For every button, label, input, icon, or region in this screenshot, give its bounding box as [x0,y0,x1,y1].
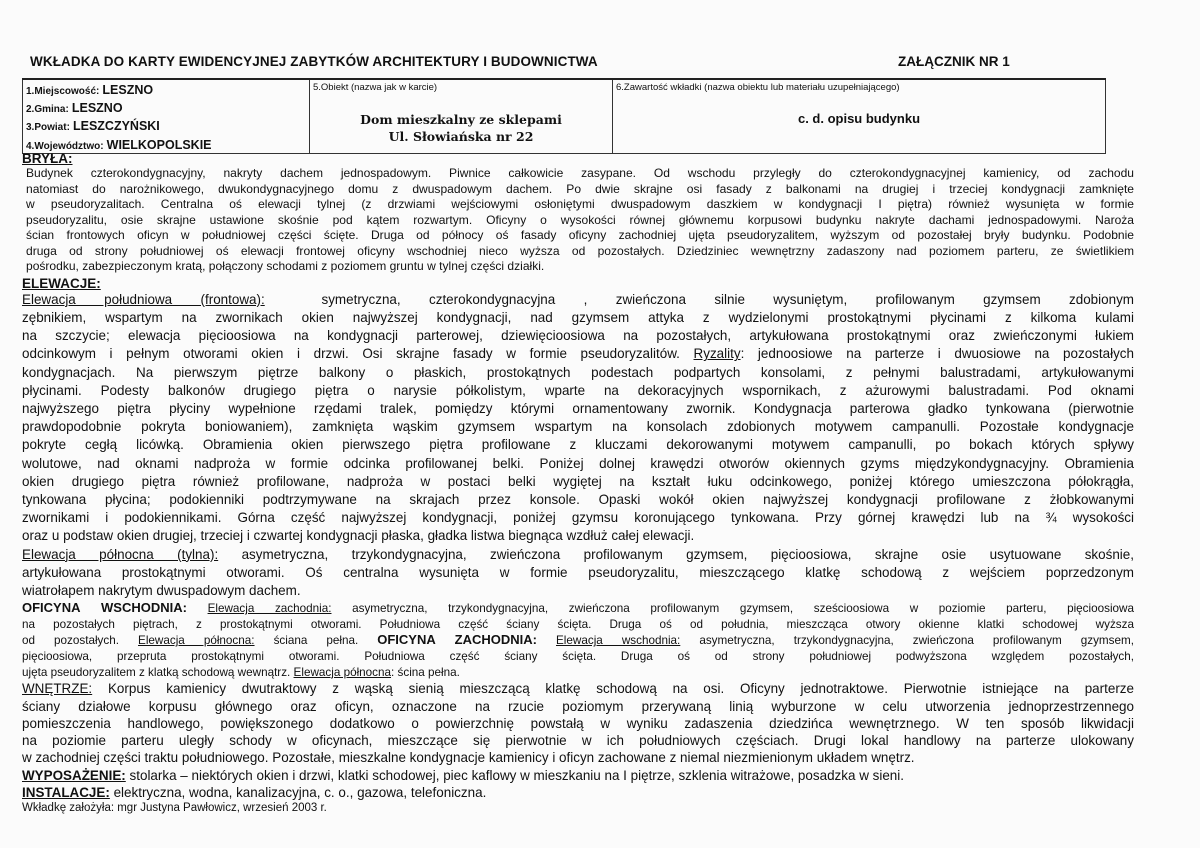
north-elevation-label: Elewacja północna (tylna): [22,546,219,562]
instalacje-heading: INSTALACJE: [22,785,110,801]
oficyna-west-north-text: : ścina pełna. [391,665,460,679]
powiat-value: LESZCZYŃSKI [72,119,160,134]
instalacje-line [22,784,1134,801]
elewacje-line: płycinami. Podesty balkonów drugiego piętra o narysie półkolistym, wparte na dekoracyjnych wspornikach, z ażurowymi balustradami. Pod oknami [22,382,1134,398]
elewacje-line: pokryte cegłą licówką. Obramienia okien pierwszego piętra profilowane z kluczami dekorowanymi motywem campanulli, po bokach których spływy [22,437,1134,453]
elewacje-line: wolutowe, nad oknami nadproża w formie odcinka profilowanej belki. Poniżej dolnej krawędzi otworów okiennych gzyms międzykondygnacyjny. Obramienia [22,455,1134,471]
elewacje-line: na szczycie; elewacja pięcioosiowa na kondygnacji parterowej, dziewięcioosiowa na pozostałych, artykułowana prostokątnymi oraz zwieńczonymi łukiem [22,328,1134,344]
elewacje-line: oraz u podstaw okien drugiej, trzeciej i czwartej kondygnacji płaska, gładka listwa biegnąca wzdłuż całej elewacji. [22,528,695,544]
wyposazenie-line [22,767,1134,784]
oficyny-line: pięcioosiowa, przepruta prostokątnymi otworami. Południowa część ściany ścięta. Druga oś od strony południowej podwyższona względem pozostałych, [22,650,1134,664]
oficyny-paragraph [22,600,1134,680]
elewacje-line: artykułowana prostokątnymi otworami. Oś centralna wysunięta w formie pseudoryzalitu, mieszczącego klatkę schodową z wejściem poprzedzonym [22,564,1134,580]
gmina-label: 2.Gmina: [26,104,69,116]
oficyna-west-heading: OFICYNA ZACHODNIA: [377,632,537,648]
bryla-line: Budynek czterokondygnacyjny, nakryty dachem jednospadowym. Piwnice całkowicie zasypane. Od wschodu przyległy do czterokondygnacyjnej kamienicy, od zachodu [26,166,1134,180]
instalacje-text: elektryczna, wodna, kanalizacyjna, c. o., gazowa, telefoniczna. [113,785,487,801]
elewacje-line: wiatrołapem nakrytym dwuspadowym dachem. [22,583,301,599]
elewacje-line: tynkowana płycina; podokienniki podtrzymywane na skrajach przez konsole. Opaski wokół okien najwyższej kondygnacji profilowane z żłobkowanymi [22,492,1134,508]
oficyna-east-elevation-label: Elewacja zachodnia: [207,602,332,616]
elewacje-heading: ELEWACJE: [22,275,101,291]
powiat-label: 3.Powiat: [26,122,70,134]
bryla-heading: BRYŁA: [22,151,73,166]
author-note: Wkładkę założyła: mgr Justyna Pawłowicz, wrzesień 2003 r. [22,802,327,815]
wnetrze-paragraph [22,680,1134,801]
wnetrze-line: na poziomie parteru uległy schody w oficynach, mieszczące się pierwotnie w ich południowych częściach. Drugi lokal handlowy na parterze ulokowany [22,733,1134,749]
oficyny-line [22,665,1134,681]
north-elevation-text: asymetryczna, trzykondygnacyjna, zwieńczona profilowanym gzymsem, pięcioosiowa, skrajne osie usytuowane skośnie, [241,546,1135,562]
ryzality-label: Ryzality [693,346,741,362]
bryla-line: natomiast do narożnikowego, dwukondygnacyjnego domu z dwuspadowym dachem. Po dwie skrajne osi fasady z balkonami na drugiej i trzeciej kondygnacji zamknięte [26,181,1134,196]
oficyna-west-elevation-label: Elewacja wschodnia: [556,634,681,648]
wnetrze-text: Korpus kamienicy dwutraktowy z wąską sienią mieszczącą klatkę schodową na osi. Oficyny jednotraktowe. Pierwotnie istniejące na parterze [107,681,1135,697]
elewacje-line: zwornikami i podokiennikami. Górna część najwyższej kondygnacji, poniżej gzymsu koronującego tynkowana. Przy górnej krawędzi lub na ¾ wysokości [22,510,1134,526]
wojewodztwo-value: WIELKOPOLSKIE [106,137,212,152]
annex-number: ZAŁĄCZNIK NR 1 [898,54,1010,69]
bryla-paragraph [22,166,1134,275]
contents-value: c. d. opisu budynku [797,111,921,126]
miejscowosc-label: 1.Miejscowość: [26,86,100,97]
elewacje-line-text: odcinkowym i pełnym otworami okien i drzwi. Osi skrajne fasady w formie pseudoryzalitów. [22,346,680,362]
oficyna-east-north-text: ściana pełna. [273,634,359,648]
south-elevation-label: Elewacja południowa (frontowa): [22,291,265,307]
contents-cell [612,80,1106,154]
document-title: WKŁADKA DO KARTY EWIDENCYJNEJ ZABYTKÓW ARCHITEKTURY I BUDOWNICTWA [30,54,598,69]
gmina-value: LESZNO [71,101,123,116]
oficyny-line: na pozostałych piętrach, z prostokątnymi otworami. Południowa część ściany ścięta. Druga oś od południa, mieszcząca otwory okienne klatki schodowej wyższa [22,617,1134,631]
wojewodztwo-label: 4.Województwo: [26,140,104,152]
south-elevation-text: symetryczna, czterokondygnacyjna , zwieńczona silnie wysuniętym, profilowanym gzymsem zdobionym [321,291,1134,307]
document-body [22,151,1134,815]
elewacje-line: najwyższego piętra płyciny wypełnione rzędami tralek, pomiędzy którymi ornamentowany zwornik. Kondygnacja parterowa gładko tynkowana (pierwotnie [22,401,1134,417]
object-name-line2: Ul. Słowiańska nr 22 [388,129,534,144]
elewacje-line [22,345,1134,363]
oficyny-line-text: ujęta pseudoryzalitem z klatką schodową wewnątrz. [22,665,291,679]
location-fields [23,80,309,155]
north-first-line [22,546,1134,564]
object-name-line1: Dom mieszkalny ze sklepami [360,112,562,127]
bryla-line: pośrodku, zabezpieczonym kratą, połączony schodami z poziomem gruntu w tylnej części działki. [26,259,545,274]
oficyna-west-text: asymetryczna, trzykondygnacyjna, zwieńczona profilowanym gzymsem, [699,634,1134,648]
miejscowosc-value: LESZNO [102,83,154,97]
wnetrze-line: w zachodniej części traktu południowego. Pozostałe, mieszkalne kondygnacje kamienicy i oficyn zachowane z niemal niezmienionym układem wnętrz. [22,750,915,766]
oficyna-east-north-label: Elewacja północna: [138,634,255,648]
oficyna-east-heading: OFICYNA WSCHODNIA: [22,600,187,616]
contents-label: 6.Zawartość wkładki (nazwa obiektu lub materiału uzupełniającego) [616,82,900,93]
bryla-line: druga od strony południowej oś elewacji frontowej oficyny wschodniej nieco wyższa od pozostałych. Dziedziniec wewnętrzny zadaszony nad poziomem parteru, ze świetlikiem [26,243,1134,258]
oficyny-line-text: od pozostałych. [22,634,119,648]
elewacje-line: okien drugiego piętra również profilowane, nadproża w postaci belki wygiętej na kształt łuku odcinkowego, poniżej którego umieszczona półokrągła, [22,473,1134,489]
location-cell [22,80,309,154]
south-first-line [22,291,1134,309]
object-label: 5.Obiekt (nazwa jak w karcie) [313,82,438,93]
bryla-line: pseudoryzalitu, osie skrajne ustawione skośnie pod kątem rozwartym. Oficyny o wysokości równej głównemu korpusowi budynku nakryte dachami jednospadowymi. Naroża [26,212,1134,227]
wnetrze-first-line [22,680,1134,697]
bryla-line: ścian frontowych oficyn w południowej części ścięte. Druga od północy oś fasady oficyny zachodniej ujęta pseudoryzalitem, wyższym od pozostałej bryły budynku. Podobnie [26,228,1134,243]
oficyny-line [22,632,1134,649]
wyposazenie-text: stolarka – niektórych okien i drzwi, klatki schodowej, piec kaflowy w mieszkaniu na I piętrze, szklenia witrażowe, posadzka w sieni. [129,767,904,783]
elewacje-line: prawdopodobnie pokryta boniowaniem), zamknięta wąskim gzymsem wspartym na konsolach zdobionych motywem campanulli. Pozostałe kondygnacje [22,419,1134,435]
elewacje-line: zębnikiem, wspartym na zwornikach okien najwyższej kondygnacji, nad gzymsem attyka z wydzielonymi prostokątnymi płycinami z kilkoma kulami [22,310,1134,326]
bryla-line: w pseudoryzalitach. Centralna oś elewacji tylnej (z drzwiami wejściowymi osłoniętymi dwuspadowym daszkiem w kondygnacji I piętra) również wysunięta w formie [26,197,1134,212]
ryzality-text: : jednoosiowe na parterze i dwuosiowe na pozostałych [740,346,1134,362]
oficyna-east-text: asymetryczna, trzykondygnacyjna, zwieńczona profilowanym gzymsem, sześcioosiowa w poziomie parteru, pięcioosiowa [352,602,1134,616]
wnetrze-line: pomieszczenia handlowego, powiększonego dodatkowo o powierzchnię powstałą w wyniku zadaszenia dziedzińca wewnętrznego. W ten sposób likwidacji [22,715,1134,731]
wyposazenie-heading: WYPOSAŻENIE: [22,767,126,783]
header-table [22,78,1106,154]
wnetrze-heading: WNĘTRZE: [22,681,93,697]
wnetrze-line: ściany działowe korpusu głównego oraz oficyn, oznaczone na rzucie poziomym przerywaną linią wyburzone w celu utworzenia jednoprzestrzennego [22,698,1134,714]
object-cell [309,80,612,154]
object-name [310,111,612,145]
elewacje-paragraph [22,291,1134,600]
elewacje-line: kondygnacjach. Na pierwszym piętrze balkony o płaskich, prostokątnych podestach podpartych konsolami, z pełnymi balustradami, artykułowanymi [22,364,1134,380]
oficyna-west-north-label: Elewacja północna [293,665,392,679]
oficyna-east-first-line [22,600,1134,617]
